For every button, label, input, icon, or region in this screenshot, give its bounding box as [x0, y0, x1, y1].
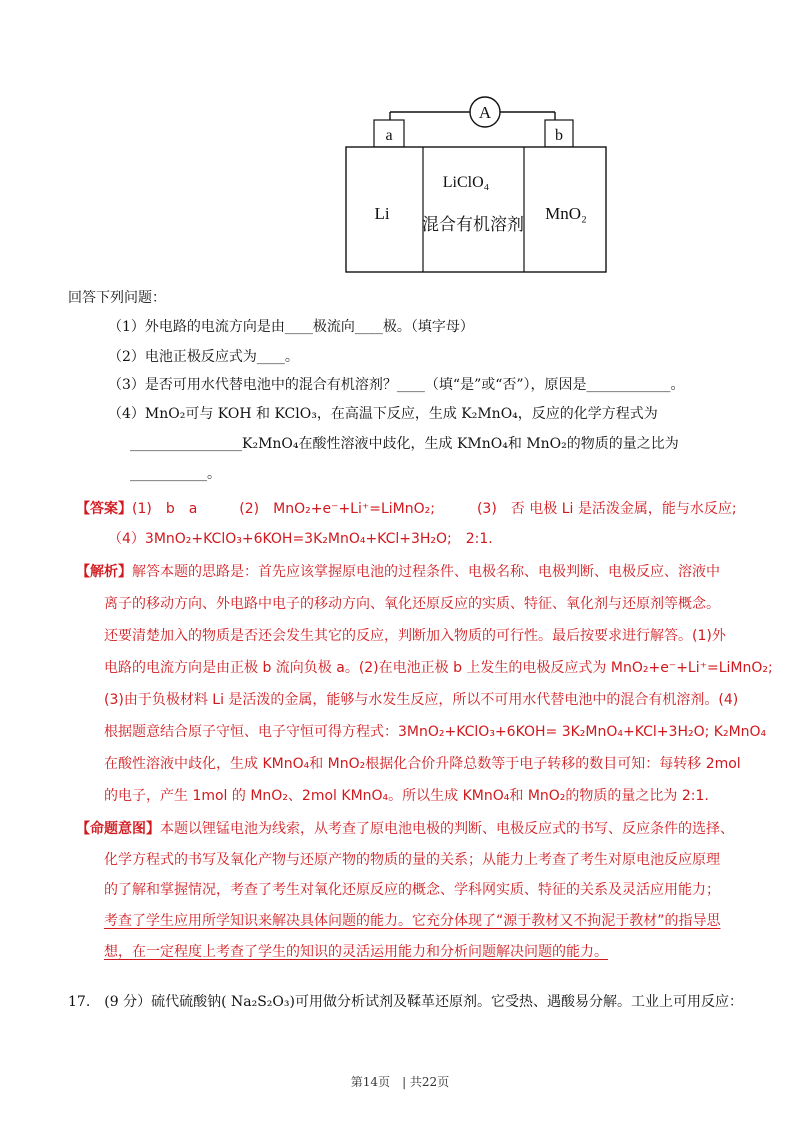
analysis-line-4: 电路的电流方向是由正极 b 流向负极 a。(2)在电池正极 b 上发生的电极反应式为 MnO₂+e⁻+Li⁺=LiMnO₂;	[104, 660, 773, 676]
battery-diagram	[340, 92, 610, 276]
intent-line-1	[76, 818, 734, 840]
ammeter-label: A	[478, 103, 492, 122]
answer-tag: 【答案】	[76, 501, 132, 517]
analysis-text-1: 解答本题的思路是：首先应该掌握原电池的过程条件、电极名称、电极判断、电极反应、溶液中	[132, 564, 720, 580]
analysis-line-6: 根据题意结合原子守恒、电子守恒可得方程式：3MnO₂+KClO₃+6KOH= 3K₂MnO₄+KCl+3H₂O; K₂MnO₄	[104, 724, 767, 740]
analysis-tag: 【解析】	[76, 564, 132, 580]
analysis-line-1	[76, 561, 720, 583]
intent-line-2: 化学方程式的书写及氧化产物与还原产物的物质的量的关系；从能力上考查了考生对原电池反应原理	[104, 852, 720, 868]
question-4-cont: ________________K₂MnO₄在酸性溶液中歧化，生成 KMnO₄和 MnO₂的物质的量之比为	[130, 436, 679, 452]
analysis-line-7: 在酸性溶液中歧化，生成 KMnO₄和 MnO₂根据化合价升降总数等于电子转移的数目可知：每转移 2mol	[104, 756, 741, 772]
intent-line-4: 考查了学生应用所学知识来解决具体问题的能力。它充分体现了“源于教材又不拘泥于教材”的指导思	[104, 913, 721, 929]
answer-line-2: （4）3MnO₂+KClO₃+6KOH=3K₂MnO₄+KCl+3H₂O; 2:1.	[108, 531, 493, 547]
question-3: （3）是否可用水代替电池中的混合有机溶剂？____（填“是”或“否”），原因是____________。	[108, 377, 685, 393]
answer-line-1	[76, 498, 737, 520]
terminal-b-label: b	[555, 127, 563, 144]
question-17: 17. (9 分）硫代硫酸钠( Na₂S₂O₃)可用做分析试剂及鞣革还原剂。它受热、遇酸易分解。工业上可用反应：	[68, 994, 743, 1010]
terminal-a-label: a	[385, 127, 393, 144]
analysis-line-5: (3)由于负极材料 Li 是活泼的金属，能够与水发生反应，所以不可用水代替电池中的混合有机溶剂。(4)	[104, 692, 739, 708]
solvent-label: 混合有机溶剂	[422, 215, 524, 235]
electrolyte-label: LiClO₄	[442, 174, 490, 191]
question-1: （1）外电路的电流方向是由____极流向____极。（填字母）	[108, 319, 474, 335]
intent-tag: 【命题意图】	[76, 821, 160, 837]
intent-line-5: 想，在一定程度上考查了学生的知识的灵活运用能力和分析问题解决问题的能力。	[104, 944, 608, 960]
intro-text: 回答下列问题：	[68, 290, 166, 306]
question-4-blank: ___________。	[130, 466, 221, 482]
answer-text-1: (1) b a (2) MnO₂+e⁻+Li⁺=LiMnO₂; (3) 否 电极 Li 是活泼金属，能与水反应;	[132, 501, 737, 517]
analysis-line-2: 离子的移动方向、外电路中电子的移动方向、氧化还原反应的实质、特征、氧化剂与还原剂等概念。	[104, 596, 720, 612]
analysis-line-3: 还要清楚加入的物质是否还会发生其它的反应，判断加入物质的可行性。最后按要求进行解答。(1)外	[104, 628, 726, 644]
question-4: （4）MnO₂可与 KOH 和 KClO₃，在高温下反应，生成 K₂MnO₄，反应的化学方程式为	[108, 406, 658, 422]
analysis-line-8: 的电子，产生 1mol 的 MnO₂、2mol KMnO₄。所以生成 KMnO₄和 MnO₂的物质的量之比为 2:1.	[104, 788, 709, 804]
question-2: （2）电池正极反应式为____。	[108, 349, 299, 365]
electrode-mno2-label: MnO₂	[545, 204, 587, 223]
page-footer: 第14页 | 共22页	[350, 1075, 450, 1089]
intent-line-3: 的了解和掌握情况，考查了考生对氧化还原反应的概念、学科网实质、特征的关系及灵活应用能力；	[104, 882, 720, 898]
electrode-li-label: Li	[374, 204, 390, 223]
intent-text-1: 本题以锂锰电池为线索，从考查了原电池电极的判断、电极反应式的书写、反应条件的选择、	[160, 821, 734, 837]
